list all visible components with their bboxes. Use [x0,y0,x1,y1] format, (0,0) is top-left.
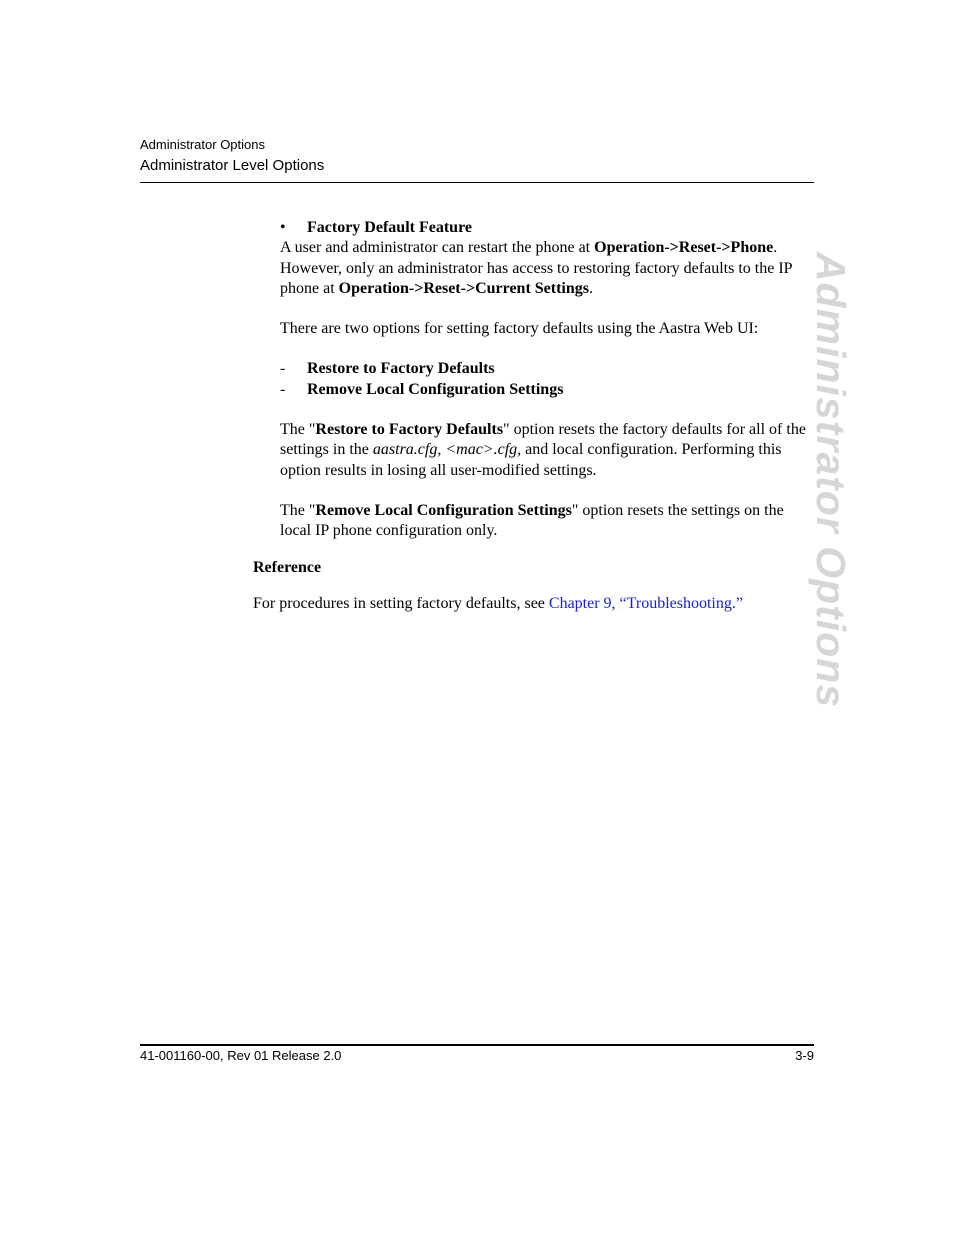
running-header-subsection: Administrator Level Options [140,157,325,174]
text: The " [280,501,316,519]
reference-heading: Reference [253,559,322,576]
paragraph-remove-local [280,501,814,542]
menu-path-current-settings: Operation->Reset->Current Settings [338,279,589,297]
option-label: Restore to Factory Defaults [307,360,495,378]
footer-doc-id: 41-001160-00, Rev 01 Release 2.0 [140,1048,342,1063]
header-rule [140,182,814,183]
text: , [437,441,446,459]
option-item [280,359,814,379]
option-label: Remove Local Configuration Settings [307,380,564,398]
footer-page-number: 3-9 [795,1048,814,1063]
menu-path-phone: Operation->Reset->Phone [594,239,774,257]
chapter-9-link[interactable]: Chapter 9, “Troubleshooting.” [548,595,743,612]
paragraph-restore-defaults [280,420,814,481]
text: . However, only an administrator has access to restoring factory defaults to the IP phone at [280,239,792,297]
text: . [589,279,593,297]
paragraph-options-intro: There are two options for setting factory defaults using the Aastra Web UI: [280,320,759,338]
filename: <mac>.cfg, [445,441,522,459]
option-name: Restore to Factory Defaults [315,421,504,439]
text: A user and administrator can restart the phone at [280,239,595,257]
bullet-marker: • [280,219,286,236]
reference-paragraph [253,595,743,613]
text: The " [280,421,316,439]
option-name: Remove Local Configuration Settings [315,501,572,519]
bullet-title: Factory Default Feature [307,219,472,236]
dash-marker: - [280,380,286,398]
option-item [280,380,814,400]
text: " option resets the settings on the local IP phone configuration only. [280,501,784,540]
text: " option resets the factory defaults for all of the settings in the [280,421,806,459]
paragraph-restart [280,238,814,299]
text: and local configuration. Performing this option results in losing all user-modified settings. [280,441,782,479]
bullet-heading [280,218,814,238]
filename: aastra.cfg [372,441,438,459]
dash-marker: - [280,360,286,378]
side-tab-label: Administrator Options [808,252,854,709]
body-content [280,218,814,542]
text: For procedures in setting factory defaults, see [253,595,549,612]
footer-rule [140,1044,814,1046]
running-header-section: Administrator Options [140,137,265,152]
